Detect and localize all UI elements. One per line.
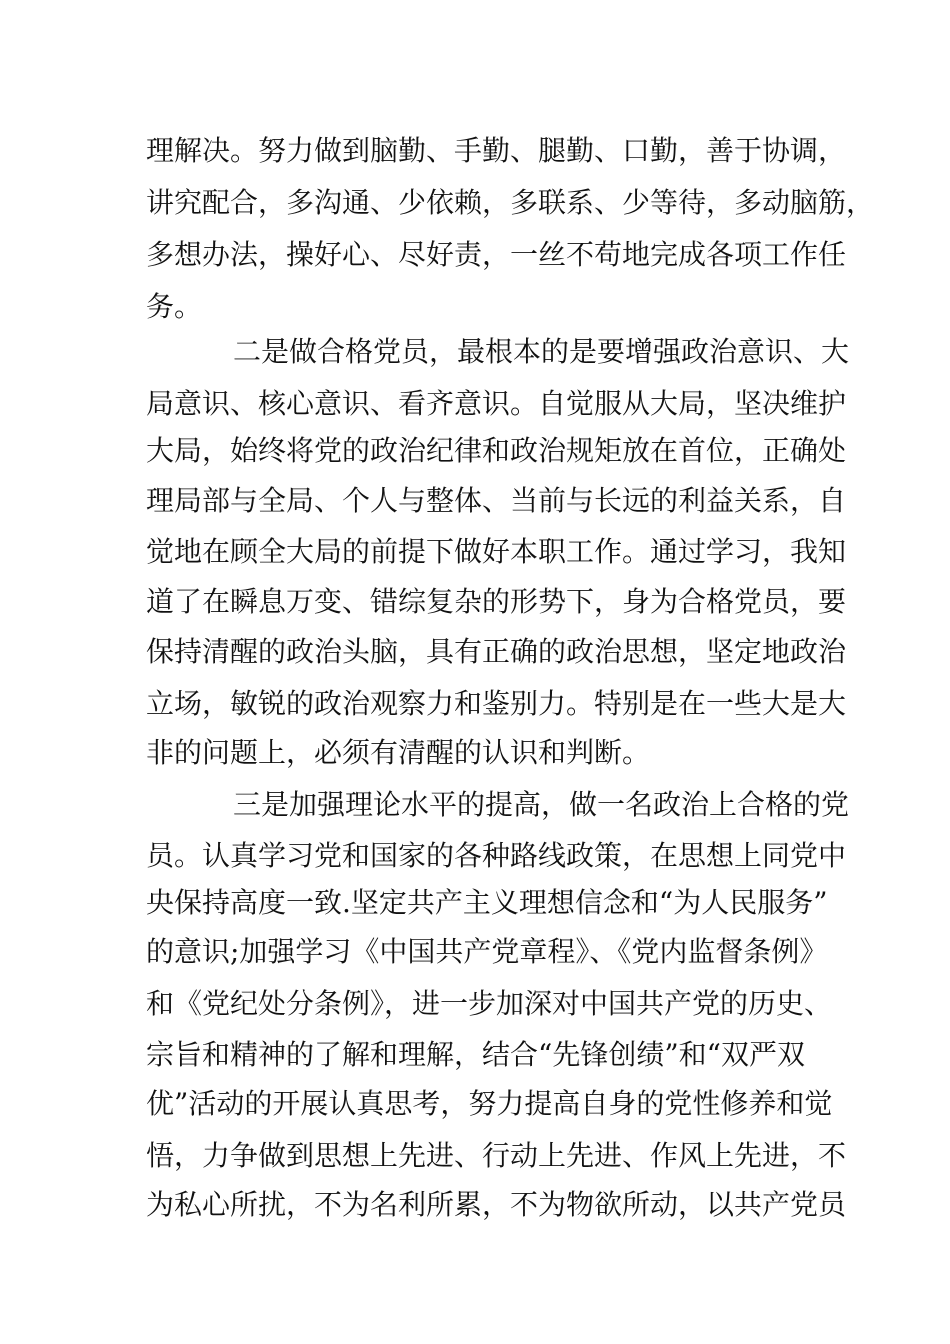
text-line: 道了在瞬息万变、错综复杂的形势下，身为合格党员，要 [146, 585, 847, 618]
text-line: 悟，力争做到思想上先进、行动上先进、作风上先进，不 [146, 1139, 847, 1172]
text-line: 保持清醒的政治头脑，具有正确的政治思想，坚定地政治 [146, 635, 847, 668]
text-line: 三是加强理论水平的提高，做一名政治上合格的党 [233, 788, 850, 821]
text-line: 二是做合格党员，最根本的是要增强政治意识、大 [233, 335, 850, 368]
text-line: 理局部与全局、个人与整体、当前与长远的利益关系，自 [146, 484, 847, 517]
text-line: 和《党纪处分条例》，进一步加深对中国共产党的历史、 [146, 987, 833, 1020]
text-line: 为私心所扰，不为名利所累，不为物欲所动，以共产党员 [146, 1188, 847, 1221]
text-line: 的意识;加强学习《中国共产党章程》、《党内监督条例》 [146, 935, 828, 968]
text-line: 员。认真学习党和国家的各种路线政策，在思想上同党中 [146, 839, 847, 872]
text-line: 优”活动的开展认真思考，努力提高自身的党性修养和觉 [146, 1087, 833, 1120]
text-line: 理解决。努力做到脑勤、手勤、腿勤、口勤，善于协调， [146, 134, 847, 167]
text-line: 务。 [146, 290, 203, 323]
text-line: 局意识、核心意识、看齐意识。自觉服从大局，坚决维护 [146, 387, 847, 420]
text-line: 宗旨和精神的了解和理解，结合“先锋创绩”和“双严双 [146, 1038, 805, 1071]
text-line: 立场，敏锐的政治观察力和鉴别力。特别是在一些大是大 [146, 687, 847, 720]
text-line: 央保持高度一致.坚定共产主义理想信念和“为人民服务” [146, 886, 828, 919]
text-line: 大局，始终将党的政治纪律和政治规矩放在首位，正确处 [146, 434, 847, 467]
text-line: 非的问题上，必须有清醒的认识和判断。 [146, 736, 651, 769]
text-line: 多想办法，操好心、尽好责，一丝不苟地完成各项工作任 [146, 238, 847, 271]
text-line: 觉地在顾全大局的前提下做好本职工作。通过学习，我知 [146, 535, 847, 568]
text-line: 讲究配合，多沟通、少依赖，多联系、少等待，多动脑筋， [146, 186, 875, 219]
